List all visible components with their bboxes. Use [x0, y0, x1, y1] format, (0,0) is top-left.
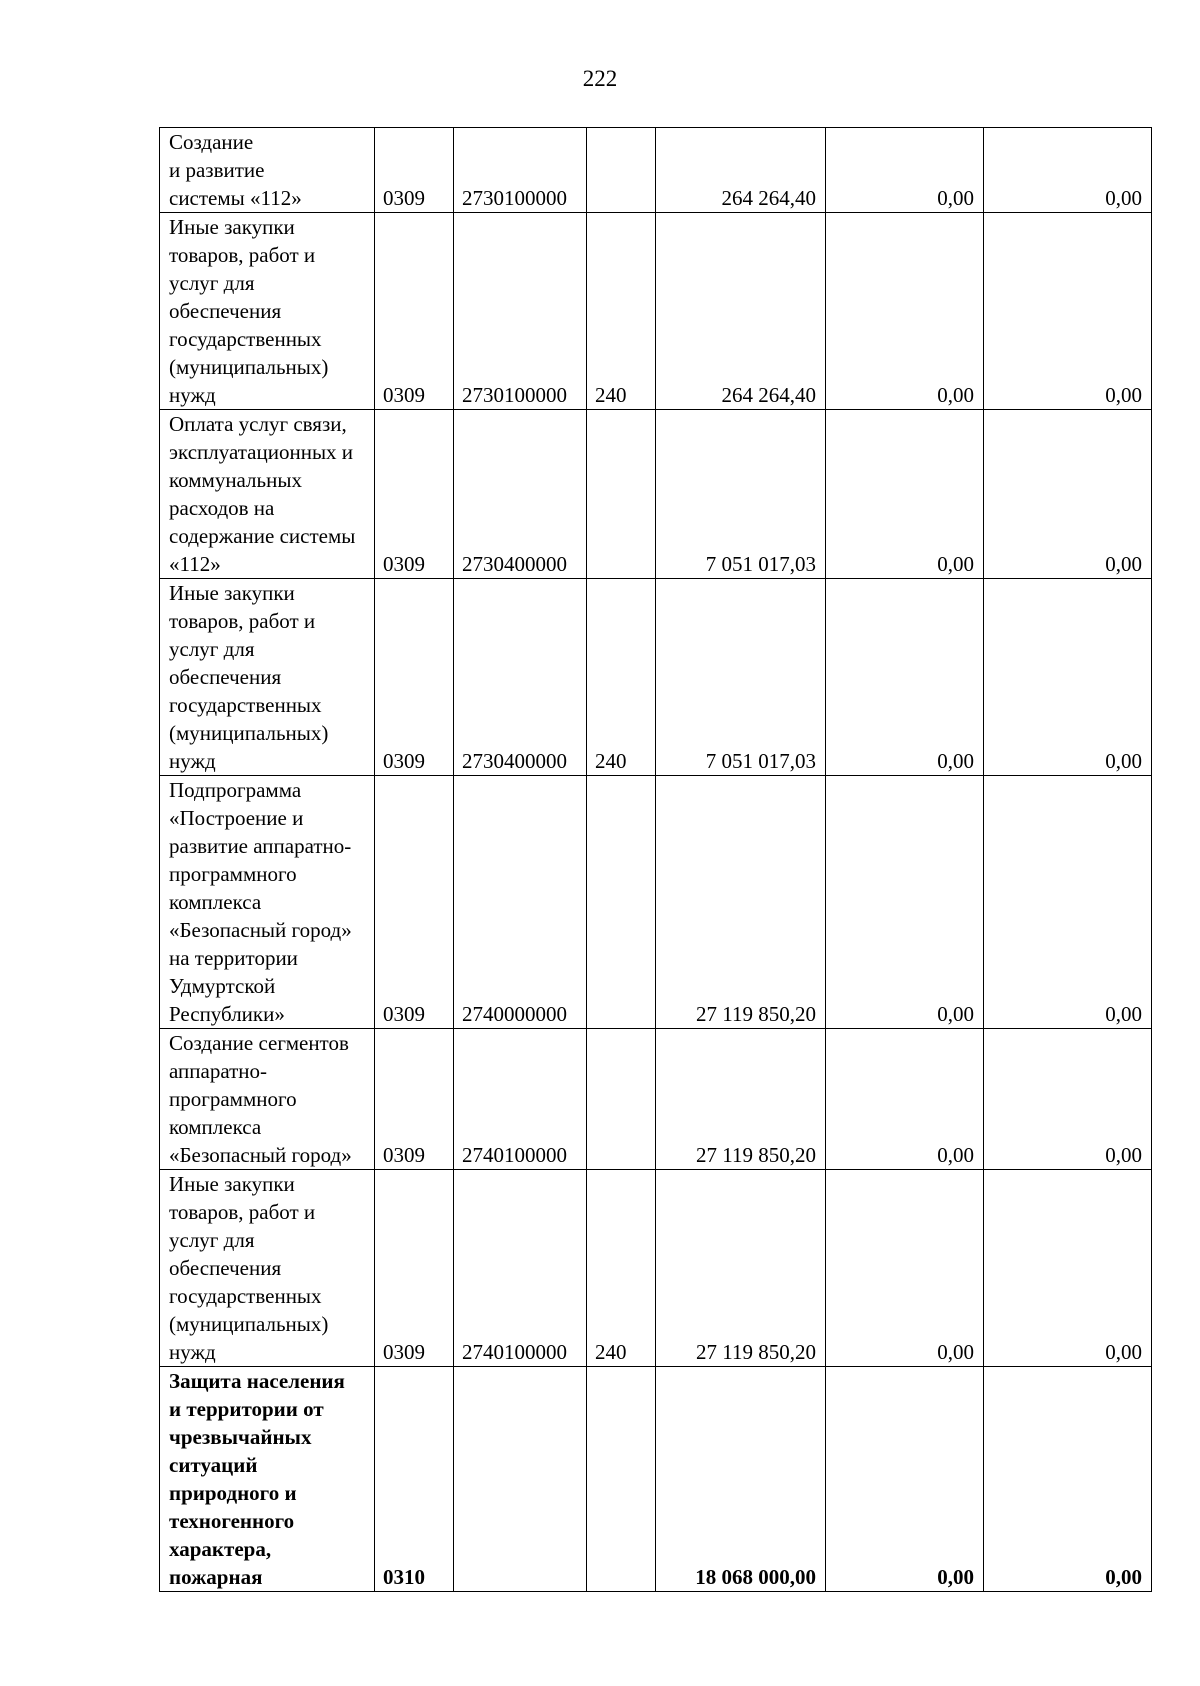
- expense-type-cell: 240: [587, 213, 656, 410]
- row-name-line: товаров, работ и: [169, 1200, 316, 1224]
- row-name-line: обеспечения: [169, 299, 282, 323]
- row-name-line: обеспечения: [169, 1256, 282, 1280]
- table-row: [160, 1029, 1152, 1170]
- target-article-cell: 2740100000: [454, 1170, 587, 1367]
- row-name-line: и территории от: [169, 1397, 324, 1421]
- row-name-line: обеспечения: [169, 665, 282, 689]
- sum-cell-3: 0,00: [984, 1170, 1152, 1367]
- row-name-line: Удмуртской: [169, 974, 276, 998]
- target-article-cell: 2730400000: [454, 579, 587, 776]
- row-name-line: программного: [169, 1087, 297, 1111]
- row-name-line: нужд: [169, 749, 216, 773]
- row-name-cell: [160, 128, 375, 213]
- sum-cell-2: 0,00: [826, 1029, 984, 1170]
- razdel-cell: 0309: [375, 579, 454, 776]
- row-name-line: Создание: [169, 130, 254, 154]
- row-name-line: системы «112»: [169, 186, 302, 210]
- target-article-cell: [454, 1367, 587, 1592]
- sum-cell-3: 0,00: [984, 1029, 1152, 1170]
- row-name-cell: [160, 1170, 375, 1367]
- sum-cell-3: 0,00: [984, 128, 1152, 213]
- row-name-line: «Безопасный город»: [169, 1143, 352, 1167]
- row-name-line: аппаратно-: [169, 1059, 268, 1083]
- target-article-cell: 2730400000: [454, 410, 587, 579]
- expense-type-cell: 240: [587, 579, 656, 776]
- expense-type-cell: [587, 410, 656, 579]
- sum-cell-3: 0,00: [984, 1367, 1152, 1592]
- sum-cell-1: 7 051 017,03: [656, 410, 826, 579]
- row-name-line: Подпрограмма: [169, 778, 302, 802]
- row-name-line: услуг для: [169, 637, 255, 661]
- row-name-line: пожарная: [169, 1565, 263, 1589]
- row-name-line: государственных: [169, 1284, 322, 1308]
- sum-cell-2: 0,00: [826, 776, 984, 1029]
- row-name-line: «112»: [169, 552, 221, 576]
- row-name-line: товаров, работ и: [169, 243, 316, 267]
- row-name-line: техногенного: [169, 1509, 295, 1533]
- row-name-line: Создание сегментов: [169, 1031, 349, 1055]
- expense-type-cell: [587, 1367, 656, 1592]
- budget-table: [159, 127, 1152, 1592]
- row-name-cell: [160, 776, 375, 1029]
- row-name-line: Иные закупки: [169, 215, 295, 239]
- row-name-line: комплекса: [169, 1115, 262, 1139]
- target-article-cell: 2740100000: [454, 1029, 587, 1170]
- row-name-line: Иные закупки: [169, 581, 295, 605]
- expense-type-cell: 240: [587, 1170, 656, 1367]
- sum-cell-2: 0,00: [826, 579, 984, 776]
- row-name-cell: [160, 1029, 375, 1170]
- row-name-line: товаров, работ и: [169, 609, 316, 633]
- row-name-line: Защита населения: [169, 1369, 345, 1393]
- expense-type-cell: [587, 128, 656, 213]
- row-name-line: чрезвычайных: [169, 1425, 312, 1449]
- row-name-line: нужд: [169, 383, 216, 407]
- sum-cell-2: 0,00: [826, 1367, 984, 1592]
- row-name-line: на территории: [169, 946, 298, 970]
- target-article-cell: 2730100000: [454, 128, 587, 213]
- razdel-cell: 0309: [375, 776, 454, 1029]
- sum-cell-1: 27 119 850,20: [656, 776, 826, 1029]
- target-article-cell: 2740000000: [454, 776, 587, 1029]
- row-name-line: Республики»: [169, 1002, 285, 1026]
- razdel-cell: 0309: [375, 410, 454, 579]
- row-name-line: государственных: [169, 693, 322, 717]
- razdel-cell: 0309: [375, 213, 454, 410]
- row-name-line: услуг для: [169, 1228, 255, 1252]
- page-number: 222: [582, 66, 618, 91]
- table-row: [160, 1367, 1152, 1592]
- row-name-cell: [160, 213, 375, 410]
- sum-cell-1: 264 264,40: [656, 213, 826, 410]
- razdel-cell: 0309: [375, 1029, 454, 1170]
- row-name-line: коммунальных: [169, 468, 302, 492]
- expense-type-cell: [587, 776, 656, 1029]
- table-row: [160, 579, 1152, 776]
- row-name-line: содержание системы: [169, 524, 356, 548]
- table-body: [160, 128, 1152, 1592]
- razdel-cell: 0309: [375, 128, 454, 213]
- sum-cell-1: 264 264,40: [656, 128, 826, 213]
- row-name-line: характера,: [169, 1537, 272, 1561]
- row-name-line: «Безопасный город»: [169, 918, 352, 942]
- sum-cell-3: 0,00: [984, 410, 1152, 579]
- row-name-line: и развитие: [169, 158, 265, 182]
- row-name-line: нужд: [169, 1340, 216, 1364]
- table-row: [160, 776, 1152, 1029]
- sum-cell-2: 0,00: [826, 410, 984, 579]
- row-name-line: Оплата услуг связи,: [169, 412, 347, 436]
- sum-cell-3: 0,00: [984, 579, 1152, 776]
- sum-cell-3: 0,00: [984, 776, 1152, 1029]
- sum-cell-2: 0,00: [826, 1170, 984, 1367]
- table-row: [160, 1170, 1152, 1367]
- sum-cell-2: 0,00: [826, 213, 984, 410]
- razdel-cell: 0309: [375, 1170, 454, 1367]
- sum-cell-2: 0,00: [826, 128, 984, 213]
- row-name-cell: [160, 1367, 375, 1592]
- row-name-line: (муниципальных): [169, 355, 329, 379]
- sum-cell-1: 18 068 000,00: [656, 1367, 826, 1592]
- sum-cell-1: 7 051 017,03: [656, 579, 826, 776]
- row-name-line: «Построение и: [169, 806, 304, 830]
- razdel-cell: 0310: [375, 1367, 454, 1592]
- row-name-line: природного и: [169, 1481, 297, 1505]
- table-row: [160, 128, 1152, 213]
- table-row: [160, 410, 1152, 579]
- sum-cell-3: 0,00: [984, 213, 1152, 410]
- table-row: [160, 213, 1152, 410]
- row-name-line: государственных: [169, 327, 322, 351]
- expense-type-cell: [587, 1029, 656, 1170]
- row-name-cell: [160, 579, 375, 776]
- row-name-line: развитие аппаратно-: [169, 834, 352, 858]
- row-name-line: комплекса: [169, 890, 262, 914]
- sum-cell-1: 27 119 850,20: [656, 1170, 826, 1367]
- target-article-cell: 2730100000: [454, 213, 587, 410]
- row-name-line: эксплуатационных и: [169, 440, 354, 464]
- sum-cell-1: 27 119 850,20: [656, 1029, 826, 1170]
- row-name-line: услуг для: [169, 271, 255, 295]
- row-name-line: (муниципальных): [169, 1312, 329, 1336]
- row-name-line: Иные закупки: [169, 1172, 295, 1196]
- row-name-line: (муниципальных): [169, 721, 329, 745]
- row-name-line: ситуаций: [169, 1453, 258, 1477]
- row-name-cell: [160, 410, 375, 579]
- row-name-line: программного: [169, 862, 297, 886]
- row-name-line: расходов на: [169, 496, 275, 520]
